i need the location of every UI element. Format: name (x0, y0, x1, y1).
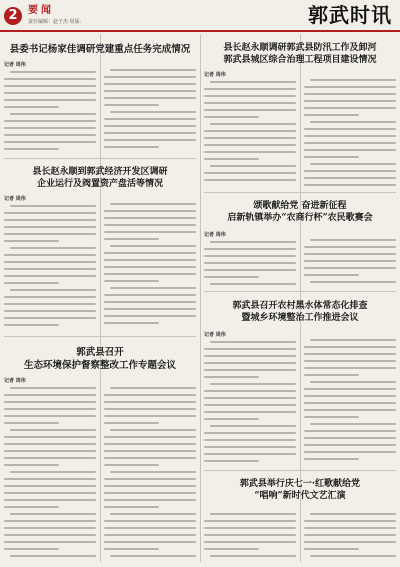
body-text-line (104, 76, 196, 78)
body-text-line (204, 390, 296, 392)
body-text-line (110, 387, 196, 389)
body-text-line (104, 527, 196, 529)
body-text-line (4, 422, 59, 424)
body-text-line (210, 341, 296, 343)
body-text-line (10, 205, 96, 207)
body-text-line (304, 451, 396, 453)
article-1-byline: 记者 周伟 (4, 62, 26, 68)
body-text-line (304, 177, 396, 179)
body-text-line (4, 310, 96, 312)
body-text-line (4, 282, 59, 284)
body-text-line (104, 548, 159, 550)
article-3-body-col-1 (4, 200, 96, 330)
body-text-line (110, 203, 196, 205)
body-text-line (310, 121, 396, 123)
body-text-line (204, 534, 296, 536)
body-text-line (104, 401, 196, 403)
body-text-line (4, 499, 96, 501)
body-text-line (110, 513, 196, 515)
masthead-rule (0, 30, 400, 32)
body-text-line (10, 71, 96, 73)
article-5-headline: 郭武县召开 生态环境保护督察整改工作专题会议 (23, 347, 176, 371)
body-text-line (4, 78, 96, 80)
body-text-line (4, 534, 96, 536)
body-text-line (104, 457, 196, 459)
article-5-body-col-1 (4, 382, 96, 560)
body-text-line (304, 388, 396, 390)
body-text-line (304, 541, 396, 543)
body-text-line (304, 156, 359, 158)
body-text-line (210, 241, 296, 243)
body-text-line (304, 395, 396, 397)
body-text-line (104, 90, 196, 92)
body-text-line (104, 308, 196, 310)
body-text-line (104, 280, 159, 282)
article-7-body-col-1 (204, 508, 296, 560)
body-text-line (310, 513, 396, 515)
body-text-line (4, 240, 59, 242)
body-text-line (104, 231, 196, 233)
body-text-line (310, 79, 396, 81)
body-text-line (304, 430, 396, 432)
body-text-line (304, 458, 359, 460)
body-text-line (4, 219, 96, 221)
body-text-line (104, 125, 196, 127)
body-text-line (204, 276, 259, 278)
body-text-line (104, 118, 196, 120)
body-text-line (104, 266, 196, 268)
body-text-line (10, 513, 96, 515)
body-text-line (204, 137, 296, 139)
body-text-line (4, 275, 96, 277)
body-text-line (104, 506, 159, 508)
body-text-line (204, 88, 296, 90)
body-text-line (204, 362, 296, 364)
body-text-line (4, 401, 96, 403)
body-text-line (304, 409, 396, 411)
body-text-line (204, 116, 259, 118)
article-3-byline: 记者 周伟 (4, 196, 26, 202)
article-7-headline: 郭武县举行庆七一·红歌献给党 “唱响”新时代文艺汇演 (239, 479, 361, 501)
body-text-line (4, 254, 96, 256)
body-text-line (310, 381, 396, 383)
body-text-line (104, 436, 196, 438)
section-divider (204, 291, 396, 292)
body-text-line (10, 247, 96, 249)
article-1-headline: 县委书记杨家佳调研党建重点任务完成情况 (9, 44, 191, 55)
body-text-line (104, 394, 196, 396)
body-text-line (4, 443, 96, 445)
body-text-line (110, 287, 196, 289)
article-6-body-col-1 (204, 336, 296, 466)
body-text-line (104, 259, 196, 261)
body-text-line (10, 471, 96, 473)
section-divider (4, 336, 196, 337)
paper-name: 郭武时讯 (308, 3, 392, 27)
body-text-line (4, 85, 96, 87)
body-text-line (4, 506, 59, 508)
article-4-byline: 记者 周伟 (204, 232, 226, 238)
section-divider (204, 470, 396, 471)
body-text-line (210, 165, 296, 167)
body-text-line (204, 158, 259, 160)
body-text-line (210, 555, 296, 557)
article-1-body-col-1 (4, 66, 96, 154)
body-text-line (204, 102, 296, 104)
body-text-line (204, 144, 296, 146)
body-text-line (204, 404, 296, 406)
article-7-body-col-2 (304, 508, 396, 560)
body-text-line (104, 415, 196, 417)
body-text-line (304, 548, 359, 550)
body-text-line (4, 527, 96, 529)
body-text-line (4, 485, 96, 487)
body-text-line (304, 170, 396, 172)
body-text-line (304, 128, 396, 130)
section-divider (4, 158, 196, 159)
body-text-line (210, 283, 296, 285)
body-text-line (4, 92, 96, 94)
article-3-headline: 县长赵永顺到郭武经济开发区调研 企业运行及阀置资产盘活等情况 (32, 167, 168, 189)
article-6-headline: 郭武县召开农村黑水体常态化排查 暨城乡环境整治工作推进会议 (232, 301, 368, 323)
body-text-line (204, 541, 296, 543)
body-text-line (204, 527, 296, 529)
body-text-line (4, 324, 59, 326)
page-number: 2 (4, 7, 22, 25)
column-divider (200, 34, 201, 562)
body-text-line (104, 146, 159, 148)
section-title: 要闻 (28, 5, 54, 16)
body-text-line (204, 179, 296, 181)
body-text-line (4, 303, 96, 305)
body-text-line (304, 402, 396, 404)
body-text-line (304, 360, 396, 362)
article-5-byline: 记者 周伟 (4, 378, 26, 384)
body-text-line (104, 408, 196, 410)
body-text-line (4, 127, 96, 129)
body-text-line (4, 457, 96, 459)
body-text-line (204, 255, 296, 257)
body-text-line (104, 485, 196, 487)
body-text-line (4, 233, 96, 235)
body-text-line (4, 212, 96, 214)
body-text-line (204, 151, 296, 153)
article-6-byline: 记者 周伟 (204, 332, 226, 338)
body-text-line (304, 353, 396, 355)
body-text-line (204, 369, 296, 371)
body-text-line (10, 429, 96, 431)
body-text-line (104, 492, 196, 494)
body-text-line (204, 130, 296, 132)
body-text-line (104, 464, 159, 466)
body-text-line (304, 142, 396, 144)
body-text-line (104, 294, 196, 296)
body-text-line (104, 478, 196, 480)
body-text-line (4, 541, 96, 543)
body-text-line (10, 555, 96, 557)
body-text-line (310, 239, 396, 241)
article-4-body-col-1 (204, 236, 296, 288)
body-text-line (4, 296, 96, 298)
article-5-body-col-2 (104, 382, 196, 560)
article-3-body-col-2 (104, 198, 196, 330)
body-text-line (4, 464, 59, 466)
column-divider (100, 34, 101, 562)
body-text-line (4, 120, 96, 122)
body-text-line (104, 238, 159, 240)
body-text-line (304, 346, 396, 348)
article-2-byline: 记者 周伟 (204, 72, 226, 78)
body-text-line (104, 224, 196, 226)
body-text-line (204, 172, 296, 174)
body-text-line (204, 269, 296, 271)
body-text-line (210, 425, 296, 427)
body-text-line (104, 301, 196, 303)
body-text-line (4, 317, 96, 319)
body-text-line (304, 93, 396, 95)
body-text-line (304, 246, 396, 248)
body-text-line (204, 460, 259, 462)
body-text-line (204, 397, 296, 399)
body-text-line (210, 383, 296, 385)
body-text-line (304, 135, 396, 137)
body-text-line (110, 555, 196, 557)
body-text-line (104, 252, 196, 254)
body-text-line (304, 416, 359, 418)
body-text-line (304, 367, 396, 369)
body-text-line (204, 432, 296, 434)
masthead (0, 0, 400, 32)
body-text-line (4, 394, 96, 396)
body-text-line (4, 492, 96, 494)
body-text-line (304, 260, 396, 262)
body-text-line (304, 86, 396, 88)
body-text-line (10, 387, 96, 389)
body-text-line (4, 99, 96, 101)
body-text-line (110, 471, 196, 473)
body-text-line (204, 411, 296, 413)
body-text-line (304, 100, 396, 102)
body-text-line (4, 106, 59, 108)
body-text-line (104, 322, 159, 324)
body-text-line (304, 114, 359, 116)
body-text-line (4, 548, 59, 550)
body-text-line (104, 520, 196, 522)
body-text-line (204, 376, 259, 378)
body-text-line (204, 520, 296, 522)
section-divider (204, 192, 396, 193)
body-text-line (110, 69, 196, 71)
body-text-line (304, 149, 396, 151)
body-text-line (204, 446, 296, 448)
article-2-headline: 县长赵永顺调研郭武县防汛工作及卸河 郭武县城区综合治理工程项目建设情况 (223, 43, 377, 65)
body-text-line (304, 527, 396, 529)
body-text-line (304, 444, 396, 446)
body-text-line (104, 132, 196, 134)
body-text-line (310, 163, 396, 165)
body-text-line (310, 281, 396, 283)
body-text-line (204, 453, 296, 455)
body-text-line (104, 541, 196, 543)
article-2-body-col-2 (304, 74, 396, 188)
body-text-line (4, 415, 96, 417)
body-text-line (304, 107, 396, 109)
body-text-line (104, 139, 196, 141)
body-text-line (204, 348, 296, 350)
body-text-line (4, 450, 96, 452)
body-text-line (210, 123, 296, 125)
body-text-line (204, 95, 296, 97)
body-text-line (104, 422, 159, 424)
article-6-body-col-2 (304, 334, 396, 466)
body-text-line (204, 248, 296, 250)
body-text-line (204, 439, 296, 441)
body-text-line (110, 111, 196, 113)
body-text-line (4, 261, 96, 263)
body-text-line (104, 104, 159, 106)
article-4-body-col-2 (304, 234, 396, 288)
body-text-line (110, 245, 196, 247)
body-text-line (104, 273, 196, 275)
body-text-line (110, 429, 196, 431)
body-text-line (304, 267, 396, 269)
body-text-line (304, 534, 396, 536)
body-text-line (204, 418, 259, 420)
body-text-line (104, 499, 196, 501)
article-2-body-col-1 (204, 76, 296, 188)
body-text-line (104, 315, 196, 317)
body-text-line (304, 374, 359, 376)
body-text-line (304, 253, 396, 255)
body-text-line (104, 534, 196, 536)
body-text-line (204, 109, 296, 111)
body-text-line (310, 423, 396, 425)
body-text-line (104, 83, 196, 85)
body-text-line (104, 97, 196, 99)
body-text-line (104, 443, 196, 445)
body-text-line (210, 81, 296, 83)
body-text-line (4, 436, 96, 438)
body-text-line (210, 513, 296, 515)
body-text-line (304, 184, 396, 186)
body-text-line (104, 210, 196, 212)
body-text-line (104, 217, 196, 219)
body-text-line (4, 478, 96, 480)
body-text-line (4, 134, 96, 136)
body-text-line (10, 113, 96, 115)
body-text-line (310, 339, 396, 341)
body-text-line (4, 141, 96, 143)
body-text-line (104, 450, 196, 452)
article-4-headline: 颂歌献给党 奋进新征程 启新轨镇举办“农商行杯”农民歌赛会 (227, 201, 373, 223)
body-text-line (310, 555, 396, 557)
body-text-line (4, 520, 96, 522)
body-text-line (204, 262, 296, 264)
edition-line: 责任编辑：赵子杰 组版： (28, 19, 85, 25)
body-text-line (4, 148, 59, 150)
article-1-body-col-2 (104, 64, 196, 154)
body-text-line (204, 355, 296, 357)
body-text-line (204, 548, 259, 550)
body-text-line (4, 226, 96, 228)
body-text-line (4, 408, 96, 410)
body-text-line (304, 437, 396, 439)
body-text-line (304, 274, 359, 276)
body-text-line (304, 520, 396, 522)
body-text-line (10, 289, 96, 291)
body-text-line (4, 268, 96, 270)
